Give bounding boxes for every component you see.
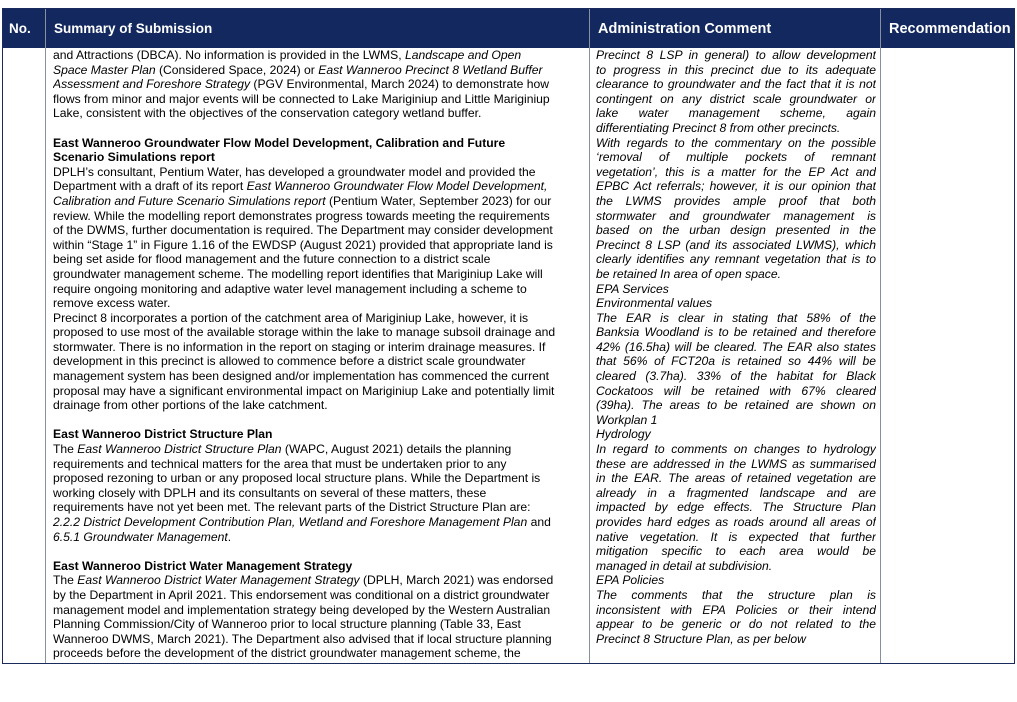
summary-line <box>53 77 585 92</box>
summary-line <box>53 106 585 121</box>
summary-text: working closely with DPLH and its consultants on several of these matters, these <box>53 485 487 500</box>
summary-line <box>53 311 585 326</box>
summary-text: and <box>527 515 551 529</box>
admin-comment-line: provides hard edges as roads around all areas of <box>596 515 876 529</box>
summary-text: review. While the modelling report demonstrates progress towards meeting the requirements <box>53 208 550 223</box>
admin-comment-line: impacted by edge effects. The Structure Plan <box>596 500 876 515</box>
summary-text: (PGV Environmental, March 2024) to demonstrate how <box>250 77 549 92</box>
summary-line <box>53 282 585 297</box>
summary-line <box>53 588 585 603</box>
paragraph-gap <box>53 121 585 136</box>
summary-line <box>53 209 585 224</box>
summary-text: of the DWMS, further documentation is required. The Department may consider development <box>53 223 553 238</box>
document-title-text: Space Master Plan <box>53 62 156 77</box>
paragraph-gap <box>53 413 585 428</box>
document-title-text: East Wanneroo Groundwater Flow Model Development, <box>246 179 548 194</box>
admin-comment-line: mitigation specific to each area would be <box>596 544 876 559</box>
summary-line <box>53 646 585 661</box>
column-divider <box>45 9 46 663</box>
summary-text: Lake, consistent with the objectives of the conservation category wetland buffer. <box>53 106 482 121</box>
admin-comment-line: 42% (16.5ha) will be cleared. The EAR also states <box>596 339 876 354</box>
summary-text: (DPLH, March 2021) was endorsed <box>359 573 554 588</box>
summary-text: (Considered Space, 2024) or <box>155 62 319 77</box>
summary-text: and Attractions (DBCA). No information is provided in the LWMS, <box>53 48 405 62</box>
summary-line <box>53 267 585 282</box>
summary-text: DPLH’s consultant, Pentium Water, has developed a groundwater model and provided the <box>53 164 536 179</box>
admin-comment-line: Workplan 1 <box>596 412 658 427</box>
admin-comment-line: native vegetation. It is expected that further <box>596 529 876 544</box>
summary-line <box>53 559 585 574</box>
summary-line <box>53 252 585 267</box>
section-heading-text: East Wanneroo District Structure Plan <box>53 427 273 442</box>
admin-comment-line: lake water management scheme, again <box>596 106 876 121</box>
summary-text: groundwater management scheme. The modelling report identifies that Mariginiup Lake will <box>53 266 543 281</box>
summary-line <box>53 136 585 151</box>
admin-comment-line: stormwater and groundwater management is <box>596 208 876 223</box>
document-title-text: East Wanneroo District Structure Plan <box>77 442 282 457</box>
admin-comment-line: The EAR is clear in stating that 58% of the <box>596 310 876 325</box>
admin-comment-line: With regards to the commentary on the possible <box>596 135 876 150</box>
admin-comment-line: cleared (3.7ha). 33% of the habitat for Black <box>596 369 876 384</box>
summary-line <box>53 194 585 209</box>
summary-text: (WAPC, August 2021) details the planning <box>281 442 512 457</box>
table-header-row <box>3 9 1014 48</box>
summary-line <box>53 617 585 632</box>
admin-comment-line: in the EAR. The areas of retained vegetation are <box>596 471 876 486</box>
admin-comment-line: contingent on any district scale groundwater or <box>596 91 876 106</box>
summary-line <box>53 471 585 486</box>
summary-text: . <box>227 529 232 544</box>
summary-text: The <box>53 573 78 588</box>
admin-comment-line: inconsistent with EPA Policies or their intend <box>596 602 876 617</box>
summary-line <box>53 384 585 399</box>
summary-text: requirements have not yet been met. The relevant parts of the District Structure Plan are: <box>53 500 531 515</box>
column-divider <box>880 9 881 663</box>
summary-line <box>53 530 585 545</box>
summary-line <box>53 442 585 457</box>
summary-text: proposed rezoning to urban or any proposed local structure plans. While the Department is <box>53 471 541 486</box>
admin-comment-line: Environmental values <box>596 296 713 311</box>
admin-comment-line: In regard to comments on changes to hydrology <box>596 442 876 457</box>
section-heading-text: East Wanneroo Groundwater Flow Model Development, Calibration and Future <box>53 135 506 150</box>
summary-text: proposal may have a significant environmental impact on Mariginiup Lake and potentially limit <box>53 383 555 398</box>
header-no: No. <box>9 21 31 36</box>
summary-text: drainage from other portions of the lake catchment. <box>53 398 328 413</box>
summary-text: development in this precinct is allowed to commence before a district scale groundwater <box>53 354 526 369</box>
document-title-text: 6.5.1 Groundwater Management <box>53 529 228 544</box>
admin-comment-line: Precinct 8 LSP (and its associated LWMS), which <box>596 237 876 252</box>
summary-text: proposed to use most of the available storage within the lake to manage subsoil drainage and <box>53 325 556 340</box>
summary-line <box>53 165 585 180</box>
summary-text: (Pentium Water, September 2023) for our <box>325 193 552 208</box>
summary-text: management system has been designed and/or implementation has commenced the current <box>53 369 550 384</box>
summary-text: requirements and technical matters for the area that must be undertaken prior to any <box>53 456 507 471</box>
summary-line <box>53 238 585 253</box>
summary-line <box>53 603 585 618</box>
admin-comment-cell <box>596 48 876 646</box>
admin-comment-line: these are addressed in the LWMS as summarised <box>596 456 876 471</box>
summary-line <box>53 340 585 355</box>
admin-comment-line: The comments that the structure plan is <box>596 587 876 602</box>
header-summary: Summary of Submission <box>54 21 213 36</box>
summary-line <box>53 63 585 78</box>
summary-text: stormwater. There is no information in the report on staging or interim drainage measures. If <box>53 339 546 354</box>
admin-comment-line: clearance to groundwater and the fact that it is not <box>596 77 876 92</box>
summary-text: flows from minor and major events will be connected to Lake Mariginiup and Little Mariginiup <box>53 91 550 106</box>
admin-comment-line: vegetation’, this is a matter for the EP Act and <box>596 164 876 179</box>
summary-text: management model and implementation strategy being developed by the Western Australian <box>53 602 551 617</box>
admin-comment-line: Precinct 8 Structure Plan, as per below <box>596 631 806 646</box>
admin-comment-line: based on the urban design presented in the <box>596 223 876 238</box>
document-title-text: Assessment and Foreshore Strategy <box>53 77 251 92</box>
admin-comment-line: Cockatoos will be retained with 67% cleared <box>596 383 876 398</box>
document-title-text: 2.2.2 District Development Contribution Plan, Wetland and Foreshore Management Plan <box>53 515 528 529</box>
summary-line <box>53 398 585 413</box>
admin-comment-line: the LWMS provides ample proof that both <box>596 193 876 208</box>
document-title-text: East Wanneroo District Water Management Strategy <box>77 573 360 588</box>
summary-line <box>53 223 585 238</box>
header-recommendation: Recommendation <box>889 20 1011 37</box>
summary-line <box>53 48 585 63</box>
summary-line <box>53 632 585 647</box>
summary-line <box>53 457 585 472</box>
summary-line <box>53 354 585 369</box>
summary-text: Wanneroo DWMS, March 2021). The Department also advised that if local structure planning <box>53 631 552 646</box>
admin-comment-line: Precinct 8 LSP in general) to allow development <box>596 48 876 62</box>
summary-line <box>53 486 585 501</box>
admin-comment-line: to progress in this precinct due to its adequate <box>596 62 876 77</box>
admin-comment-line: appear to be generic or do not related to the <box>596 617 876 632</box>
submissions-table <box>2 8 1015 664</box>
summary-line <box>53 150 585 165</box>
summary-text: require ongoing monitoring and adaptive water level management including a scheme to <box>53 281 527 296</box>
summary-line <box>53 296 585 311</box>
summary-cell <box>53 48 585 661</box>
admin-comment-line: be retained In area of open space. <box>596 266 781 281</box>
section-heading-text: East Wanneroo District Water Management Strategy <box>53 558 353 573</box>
admin-comment-line: that 56% of FCT20a is retained so 44% will be <box>596 354 876 369</box>
document-title-text: Calibration and Future Scenario Simulations report <box>53 193 326 208</box>
admin-comment-line: EPA Services <box>596 281 669 296</box>
summary-line <box>53 573 585 588</box>
column-divider <box>589 9 590 663</box>
admin-comment-line: managed in detail at subdivision. <box>596 558 773 573</box>
summary-text: within “Stage 1” in Figure 1.16 of the EWDSP (August 2021) provided that appropriate land is <box>53 237 553 252</box>
document-title-text: Landscape and Open <box>405 48 522 62</box>
summary-line <box>53 515 585 530</box>
admin-comment-line: ‘removal of multiple pockets of remnant <box>596 150 876 165</box>
summary-text: Department with a draft of its report <box>53 179 247 194</box>
section-heading-text: Scenario Simulations report <box>53 150 215 165</box>
admin-comment-line: differentiating Precinct 8 from other precincts. <box>596 120 841 135</box>
summary-text: Planning Commission/City of Wanneroo prior to local structure planning (Table 33, East <box>53 617 521 632</box>
admin-comment-line: EPBC Act referrals; however, it is our opinion that <box>596 179 876 194</box>
summary-line <box>53 369 585 384</box>
admin-comment-line: EPA Policies <box>596 573 665 588</box>
summary-line <box>53 179 585 194</box>
admin-comment-line: Banksia Woodland is to be retained and therefore <box>596 325 876 340</box>
summary-line <box>53 325 585 340</box>
summary-text: remove excess water. <box>53 296 171 311</box>
header-admin-comment: Administration Comment <box>598 20 772 37</box>
admin-comment-line: Hydrology <box>596 427 651 442</box>
summary-line <box>53 500 585 515</box>
summary-text: being set aside for flood management and the future connection to a district scale <box>53 252 491 267</box>
summary-text: The <box>53 442 78 457</box>
summary-line <box>53 427 585 442</box>
admin-comment-line: clearly identifies any remnant vegetation that is to <box>596 252 876 267</box>
document-title-text: East Wanneroo Precinct 8 Wetland Buffer <box>318 62 543 77</box>
summary-line <box>53 92 585 107</box>
admin-comment-line: already in a fragmented landscape and are <box>596 485 876 500</box>
summary-text: by the Department in April 2021. This endorsement was conditional on a district groundwater <box>53 587 550 602</box>
paragraph-gap <box>53 544 585 559</box>
summary-text: proceeds before the development of the district groundwater management scheme, the <box>53 646 521 661</box>
admin-comment-line: (39ha). The areas to be retained are shown on <box>596 398 876 413</box>
summary-text: Precinct 8 incorporates a portion of the catchment area of Mariginiup Lake, however, it is <box>53 310 529 325</box>
